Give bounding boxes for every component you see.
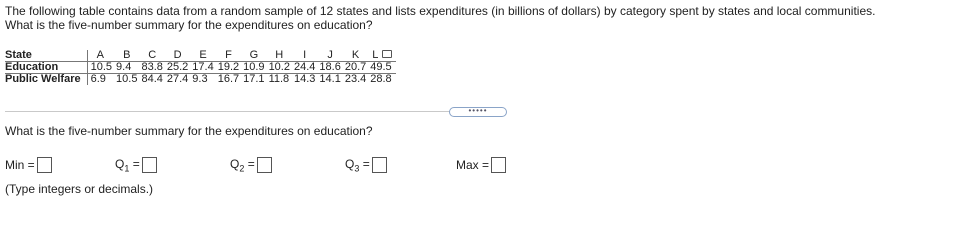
table-cell: 14.3 bbox=[293, 73, 316, 85]
table-cell: 17.4 bbox=[192, 61, 214, 73]
column-header: I bbox=[303, 49, 307, 61]
column-header: D bbox=[173, 49, 182, 61]
table-cell: 18.6 bbox=[319, 61, 341, 73]
expand-more-button[interactable]: ••••• bbox=[449, 107, 507, 117]
column-header-last bbox=[368, 50, 396, 62]
table-cell: 49.5 bbox=[368, 62, 396, 74]
column-header: C bbox=[148, 49, 157, 61]
table-cell: 9.3 bbox=[192, 73, 208, 85]
q3-field bbox=[345, 157, 387, 173]
table-cell: 16.7 bbox=[217, 73, 240, 85]
expenditure-table bbox=[5, 50, 396, 85]
input-hint: (Type integers or decimals.) bbox=[5, 182, 154, 196]
column-header: K bbox=[351, 49, 360, 61]
question-text: What is the five-number summary for the expenditures on education? bbox=[5, 124, 373, 138]
table-cell: 24.4 bbox=[293, 61, 316, 73]
max-label: Max = bbox=[456, 158, 490, 172]
table-header-row bbox=[5, 50, 396, 62]
q1-input[interactable] bbox=[142, 157, 157, 173]
min-field bbox=[5, 157, 52, 173]
table-cell: 25.2 bbox=[166, 61, 189, 73]
table-cell: 10.9 bbox=[243, 61, 265, 73]
problem-statement bbox=[5, 4, 875, 32]
column-header: E bbox=[199, 49, 207, 61]
table-corner-label: State bbox=[5, 50, 87, 62]
problem-text-line1: The following table contains data from a random sample of 12 states and lists expenditures (in billions of dollars) by category spent by states and local communities. bbox=[5, 4, 876, 18]
table-cell: 10.5 bbox=[116, 73, 138, 85]
table-cell: 10.2 bbox=[268, 61, 290, 73]
table-cell: 84.4 bbox=[141, 73, 163, 85]
copy-table-icon[interactable] bbox=[382, 50, 392, 58]
column-header: J bbox=[327, 49, 333, 61]
column-header: L bbox=[372, 49, 379, 61]
q1-field bbox=[115, 157, 157, 173]
table-cell: 17.1 bbox=[243, 73, 265, 85]
table-cell: 20.7 bbox=[344, 61, 367, 73]
row-label: Education bbox=[5, 62, 87, 74]
row-label: Public Welfare bbox=[5, 74, 87, 86]
q3-input[interactable] bbox=[372, 157, 387, 173]
table-cell: 19.2 bbox=[217, 61, 240, 73]
table-cell: 23.4 bbox=[344, 73, 367, 85]
column-header: G bbox=[249, 49, 259, 61]
table-row-public-welfare bbox=[5, 74, 396, 86]
q2-input[interactable] bbox=[257, 157, 272, 173]
table-cell: 28.8 bbox=[370, 73, 392, 85]
column-header: F bbox=[225, 49, 232, 61]
q1-label: $Q_1$ = bbox=[115, 157, 140, 174]
max-input[interactable] bbox=[491, 157, 506, 173]
table-cell: 10.5 bbox=[87, 62, 114, 74]
problem-text-line2: What is the five-number summary for the expenditures on education? bbox=[5, 18, 373, 32]
table-row-education bbox=[5, 62, 396, 74]
section-divider bbox=[5, 111, 505, 112]
table-cell: 11.8 bbox=[268, 73, 290, 85]
q2-label: $Q_2$ = bbox=[230, 157, 255, 174]
q2-field bbox=[230, 157, 272, 173]
table-cell: 83.8 bbox=[141, 61, 163, 73]
q3-label: $Q_3$ = bbox=[345, 157, 370, 174]
table-cell: 9.4 bbox=[114, 62, 139, 74]
column-header: A bbox=[96, 49, 104, 61]
table-cell: 14.1 bbox=[319, 73, 341, 85]
max-field bbox=[456, 157, 506, 173]
min-label: Min = bbox=[5, 158, 35, 172]
column-header: B bbox=[123, 49, 131, 61]
min-input[interactable] bbox=[37, 157, 52, 173]
column-header: H bbox=[275, 49, 284, 61]
table-cell: 27.4 bbox=[166, 73, 189, 85]
table-cell: 6.9 bbox=[90, 73, 106, 85]
